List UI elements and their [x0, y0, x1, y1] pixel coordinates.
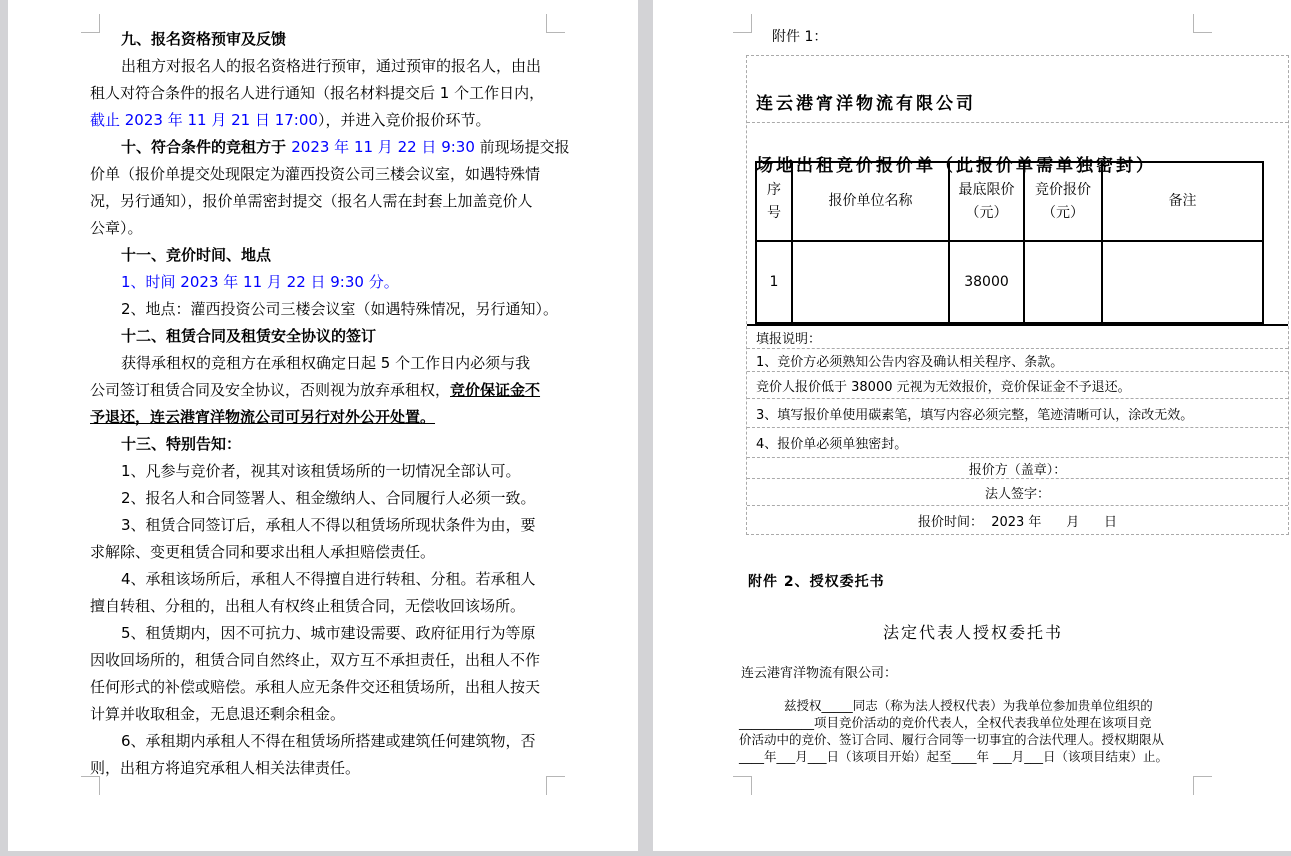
- quote-table-cell: 38000: [949, 241, 1024, 323]
- left-page-text: [90, 26, 570, 782]
- document-text-line: [90, 350, 548, 377]
- quote-table-header-cell: 最底限价 （元）: [949, 162, 1024, 241]
- text-segment: 十一、竞价时间、地点: [121, 246, 272, 264]
- text-segment: 十、符合条件的竞租方于: [121, 138, 292, 156]
- text-segment: 2023 年 11 月 22 日 9:30: [291, 138, 480, 156]
- margin-mark-bottom-right-icon: [546, 776, 565, 795]
- page-left: [8, 0, 638, 851]
- quote-form-block: [746, 55, 1289, 535]
- document-text-line: [90, 701, 548, 728]
- document-text-line: [90, 269, 548, 296]
- text-segment: 竞价保证金不: [450, 381, 541, 399]
- form-signature-row: 报价时间： 2023 年 月 日: [917, 514, 1118, 530]
- poa-body-line: ____________项目竞价活动的竞价代表人，全权代表我单位处理在该项目竞: [739, 715, 1152, 730]
- poa-body-line: 价活动中的竞价、签订合同、履行合同等一切事宜的合法代理人。授权期限从: [739, 732, 1165, 747]
- attachment2-heading: 附件 2、授权委托书: [748, 574, 885, 590]
- text-segment: 5、租赁期内，因不可抗力、城市建设需要、政府征用行为等原: [121, 624, 536, 642]
- document-text-line: [90, 755, 548, 782]
- text-segment: 3、租赁合同签订后，承租人不得以租赁场所现状条件为由，要: [121, 516, 536, 534]
- quote-table-cell: [792, 241, 949, 323]
- document-text-line: [90, 674, 548, 701]
- margin-mark-top-left-icon: [733, 14, 752, 33]
- quote-table: [755, 161, 1264, 324]
- document-text-line: [90, 80, 548, 107]
- document-text-line: [90, 458, 548, 485]
- quote-table-cell: 1: [756, 241, 792, 323]
- document-text-line: [90, 26, 548, 53]
- form-note-row: 1、竞价方必须熟知公告内容及确认相关程序、条款。: [747, 349, 1288, 372]
- text-segment: 价单（报价单提交处现限定为灌西投资公司三楼会议室，如遇特殊情: [90, 165, 541, 183]
- document-text-line: [90, 134, 570, 161]
- quote-form-title-row: [747, 56, 1288, 176]
- text-segment: 任何形式的补偿或赔偿。承租人应无条件交还租赁场所，出租人按天: [90, 678, 541, 696]
- document-text-line: [90, 296, 559, 323]
- text-segment: 则，出租方将追究承租人相关法律责任。: [90, 759, 361, 777]
- text-segment: 因收回场所的，租赁合同自然终止，双方互不承担责任，出租人不作: [90, 651, 541, 669]
- quote-table-cell: [1102, 241, 1263, 323]
- text-segment: 前现场提交报: [479, 138, 570, 156]
- text-segment: 4、承租该场所后，承租人不得擅自进行转租、分租。若承租人: [121, 570, 536, 588]
- margin-mark-bottom-left-icon: [733, 776, 752, 795]
- document-text-line: [90, 404, 548, 431]
- text-segment: 十二、租赁合同及租赁安全协议的签订: [121, 327, 377, 345]
- document-text-line: [90, 53, 548, 80]
- document-text-line: [90, 728, 548, 755]
- form-title: 场地出租竞价报价单（此报价单需单独密封）: [756, 156, 1156, 176]
- text-segment: 予退还，连云港宵洋物流公司可另行对外公开处置。: [90, 408, 436, 426]
- poa-body-line: ____年___月___日（该项目开始）起至____年 ___月___日（该项目结束）止。: [739, 749, 1168, 764]
- text-segment: 公司签订租赁合同及安全协议，否则视为放弃承租权，: [90, 381, 451, 399]
- text-segment: 租人对符合条件的报名人进行通知（报名材料提交后 1 个工作日内，: [90, 84, 545, 102]
- poa-body-line: 兹授权_____同志（称为法人授权代表）为我单位参加贵单位组织的: [784, 698, 1153, 713]
- quote-table-header-cell: 序 号: [756, 162, 792, 241]
- document-text-line: [90, 647, 548, 674]
- text-segment: 况，另行通知），报价单需密封提交（报名人需在封套上加盖竞价人: [90, 192, 533, 210]
- text-segment: 擅自转租、分租的，出租人有权终止租赁合同，无偿收回该场所。: [90, 597, 526, 615]
- document-text-line: [90, 620, 548, 647]
- text-segment: 1、凡参与竞价者，视其对该租赁场所的一切情况全部认可。: [121, 462, 521, 480]
- quote-table-header-cell: 备注: [1102, 162, 1263, 241]
- quote-table-row: [756, 241, 1263, 323]
- document-text-line: [90, 431, 548, 458]
- document-text-line: [90, 215, 548, 242]
- document-text-line: [90, 161, 548, 188]
- document-text-line: [90, 566, 548, 593]
- poa-body: [739, 697, 1168, 765]
- form-note-row: 3、填写报价单使用碳素笔，填写内容必须完整，笔迹清晰可认，涂改无效。: [747, 399, 1288, 428]
- form-note-row: 4、报价单必须单独密封。: [747, 428, 1288, 458]
- text-segment: 十三、特别告知：: [121, 435, 242, 453]
- company-title: 连云港宵洋物流有限公司: [756, 94, 976, 114]
- text-segment: 九、报名资格预审及反馈: [121, 30, 287, 48]
- form-signature-row: 法人签字：: [747, 479, 1288, 506]
- document-text-line: [90, 539, 548, 566]
- margin-mark-top-right-icon: [546, 14, 565, 33]
- document-text-line: [90, 323, 548, 350]
- text-segment: ），并进入竞价报价环节。: [317, 111, 491, 129]
- quote-table-body: [756, 241, 1263, 323]
- document-text-line: [90, 188, 548, 215]
- text-segment: 2、地点：灌西投资公司三楼会议室（如遇特殊情况，另行通知）。: [121, 300, 559, 318]
- poa-title: 法定代表人授权委托书: [882, 623, 1063, 642]
- quote-table-header-cell: 报价单位名称: [792, 162, 949, 241]
- document-text-line: [90, 485, 548, 512]
- text-segment: 1、时间 2023 年 11 月 22 日 9:30 分。: [121, 273, 399, 291]
- document-text-line: [90, 512, 548, 539]
- form-signature-row: 报价方（盖章）：: [747, 458, 1288, 479]
- attachment1-label: 附件 1：: [772, 29, 828, 45]
- document-text-line: [90, 242, 548, 269]
- margin-mark-bottom-right-icon: [1193, 776, 1212, 795]
- margin-mark-top-right-icon: [1193, 14, 1212, 33]
- document-text-line: [90, 107, 548, 134]
- text-segment: 获得承租权的竞租方在承租权确定日起 5 个工作日内必须与我: [121, 354, 531, 372]
- quote-table-header-cell: 竞价报价 （元）: [1024, 162, 1102, 241]
- text-segment: 出租方对报名人的报名资格进行预审，通过预审的报名人，由出: [121, 57, 542, 75]
- document-text-line: [90, 377, 548, 404]
- text-segment: 求解除、变更租赁合同和要求出租人承担赔偿责任。: [90, 543, 436, 561]
- text-segment: 计算并收取租金，无息退还剩余租金。: [90, 705, 346, 723]
- form-note-row: 竞价人报价低于 38000 元视为无效报价，竞价保证金不予退还。: [747, 372, 1288, 399]
- document-text-line: [90, 593, 548, 620]
- text-segment: 6、承租期内承租人不得在租赁场所搭建或建筑任何建筑物，否: [121, 732, 536, 750]
- page-right: [653, 0, 1291, 851]
- text-segment: 截止 2023 年 11 月 21 日 17:00: [90, 111, 318, 129]
- quote-table-cell: [1024, 241, 1102, 323]
- poa-addressee: 连云港宵洋物流有限公司：: [741, 666, 898, 681]
- text-segment: 公章）。: [90, 219, 143, 237]
- notes-heading: 填报说明：: [747, 324, 1288, 349]
- text-segment: 2、报名人和合同签署人、租金缴纳人、合同履行人必须一致。: [121, 489, 536, 507]
